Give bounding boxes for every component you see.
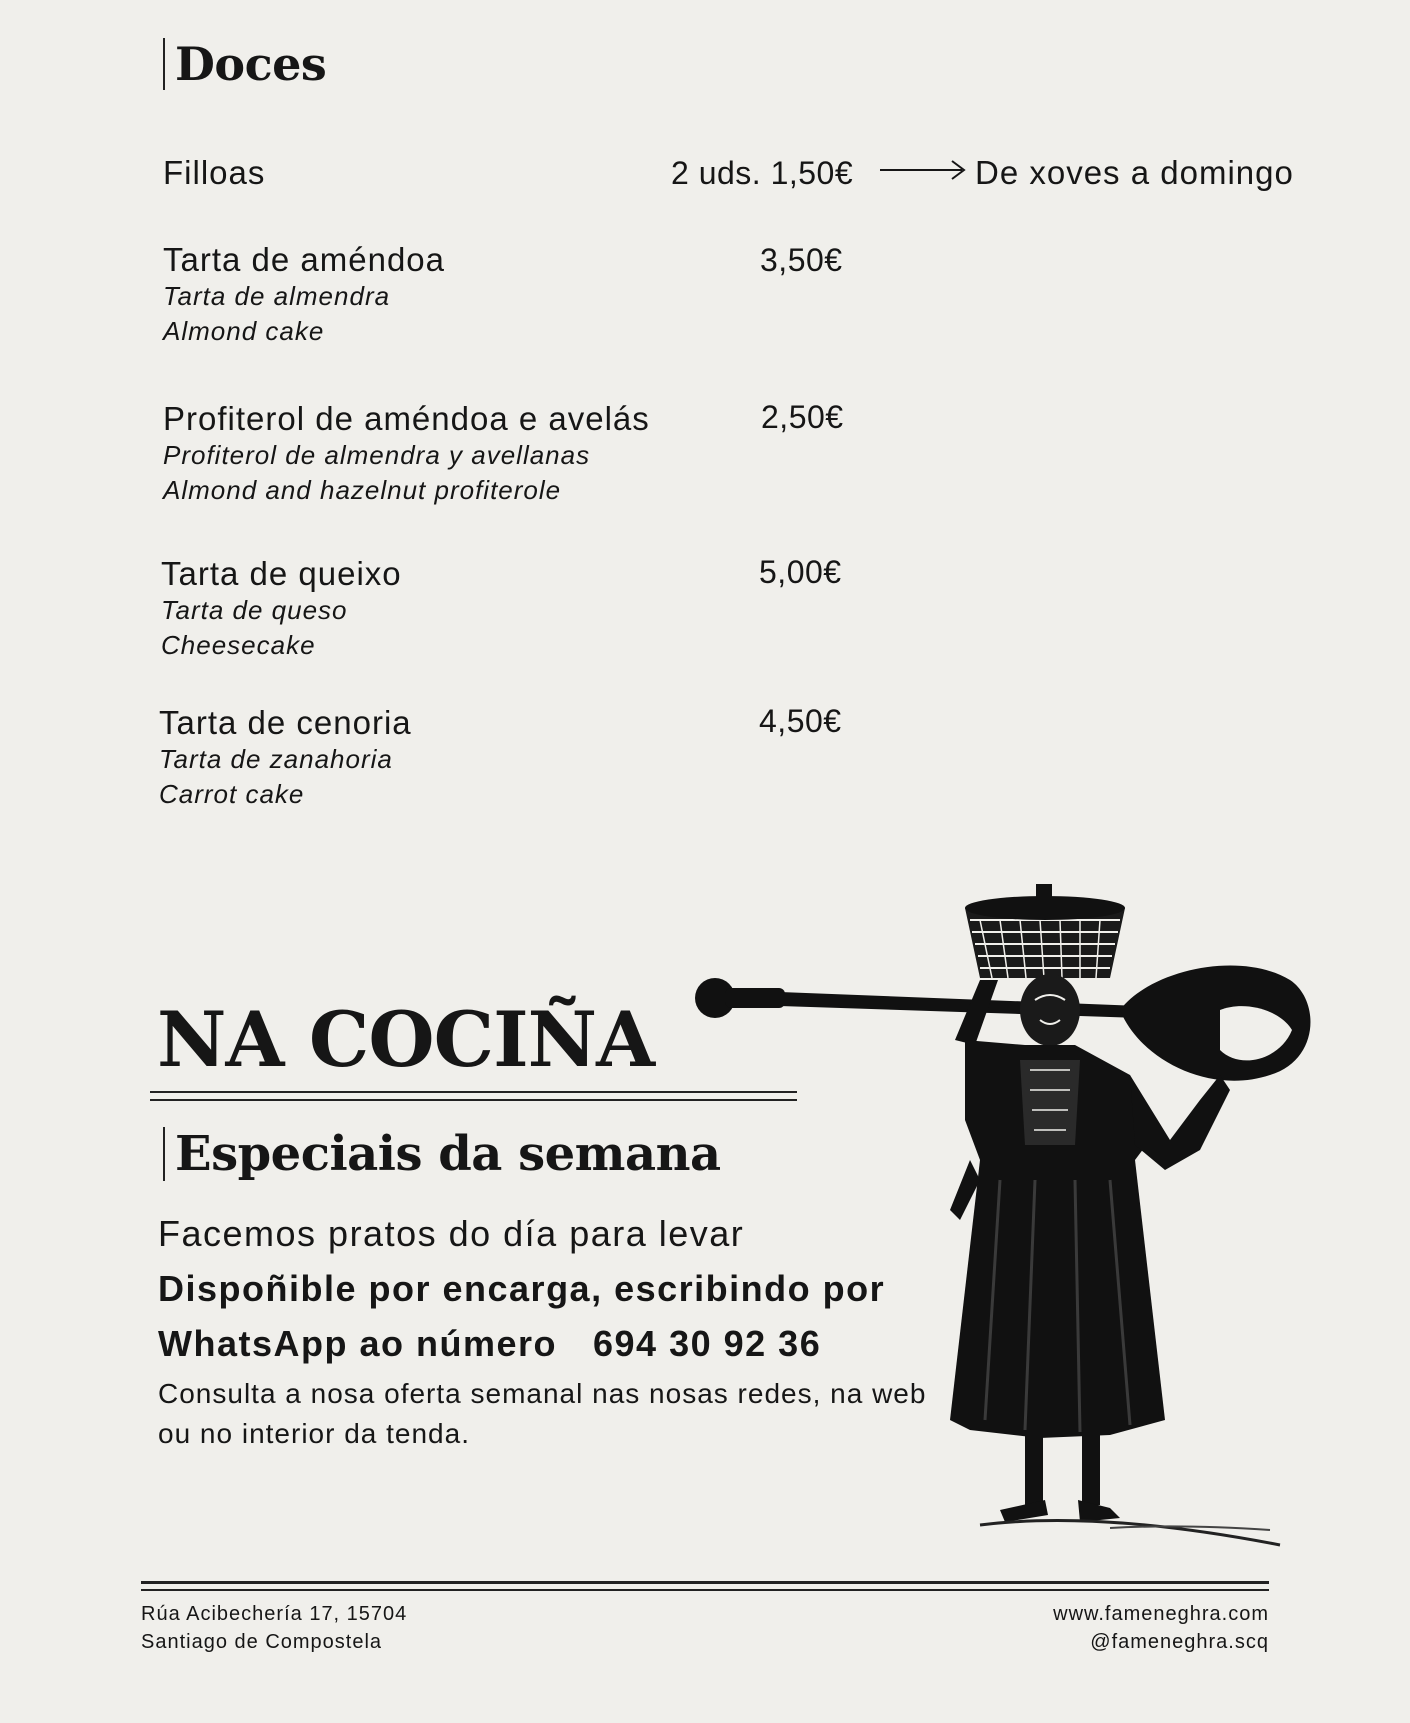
item-name-es: Profiterol de almendra y avellanas [163, 440, 591, 470]
item-name: Tarta de queixo [161, 555, 402, 592]
item-name: Tarta de améndoa [163, 241, 446, 278]
address-line-2: Santiago de Compostela [141, 1631, 383, 1653]
item-name-es: Tarta de zanahoria [159, 744, 393, 774]
section-title: Doces [163, 38, 326, 90]
item-name-en: Almond and hazelnut profiterole [163, 475, 562, 505]
menu-item-cheesecake [161, 555, 402, 663]
footer-divider [141, 1589, 1269, 1591]
menu-item-profiterole [163, 400, 650, 508]
kitchen-line-5: ou no interior da tenda. [158, 1418, 470, 1449]
kitchen-line-3 [158, 1323, 821, 1365]
item-price: 3,50€ [760, 242, 843, 278]
item-name-en: Carrot cake [159, 779, 305, 809]
kitchen-title: NA COCIÑA [157, 995, 655, 1084]
footer-divider [141, 1581, 1269, 1584]
item-name: Filloas [163, 154, 266, 191]
website-link[interactable]: www.fameneghra.com [1053, 1603, 1269, 1625]
item-price: 2 uds. 1,50€ [671, 155, 854, 191]
social-handle[interactable]: @fameneghra.scq [1090, 1631, 1269, 1653]
kitchen-subtitle: Especiais da semana [163, 1127, 721, 1181]
woman-with-basket-and-spoon-illustration [680, 860, 1330, 1560]
item-name-en: Almond cake [163, 316, 325, 346]
item-name-es: Tarta de almendra [163, 281, 391, 311]
phone-number: 694 30 92 36 [593, 1323, 822, 1364]
availability-note: De xoves a domingo [975, 154, 1294, 191]
item-name-en: Cheesecake [161, 630, 316, 660]
item-name-es: Tarta de queso [161, 595, 348, 625]
item-name: Profiterol de améndoa e avelás [163, 400, 650, 437]
divider [150, 1091, 797, 1093]
menu-item-filloas [163, 154, 265, 192]
item-price: 4,50€ [759, 703, 842, 739]
menu-item-carrot-cake [159, 704, 412, 812]
address-line-1: Rúa Acibechería 17, 15704 [141, 1603, 408, 1625]
kitchen-line-2: Dispoñible por encarga, escribindo por [158, 1268, 886, 1309]
kitchen-line-1: Facemos pratos do día para levar [158, 1213, 745, 1254]
divider [150, 1099, 797, 1101]
item-name: Tarta de cenoria [159, 704, 412, 741]
footer-contact [1053, 1600, 1269, 1656]
kitchen-line-4: Consulta a nosa oferta semanal nas nosas redes, na web [158, 1378, 927, 1409]
footer-address [141, 1600, 407, 1656]
arrow-right-icon [880, 158, 966, 182]
menu-item-almond-cake [163, 241, 445, 349]
whatsapp-text: WhatsApp ao número [158, 1323, 558, 1364]
item-price: 5,00€ [759, 554, 842, 590]
item-price: 2,50€ [761, 399, 844, 435]
